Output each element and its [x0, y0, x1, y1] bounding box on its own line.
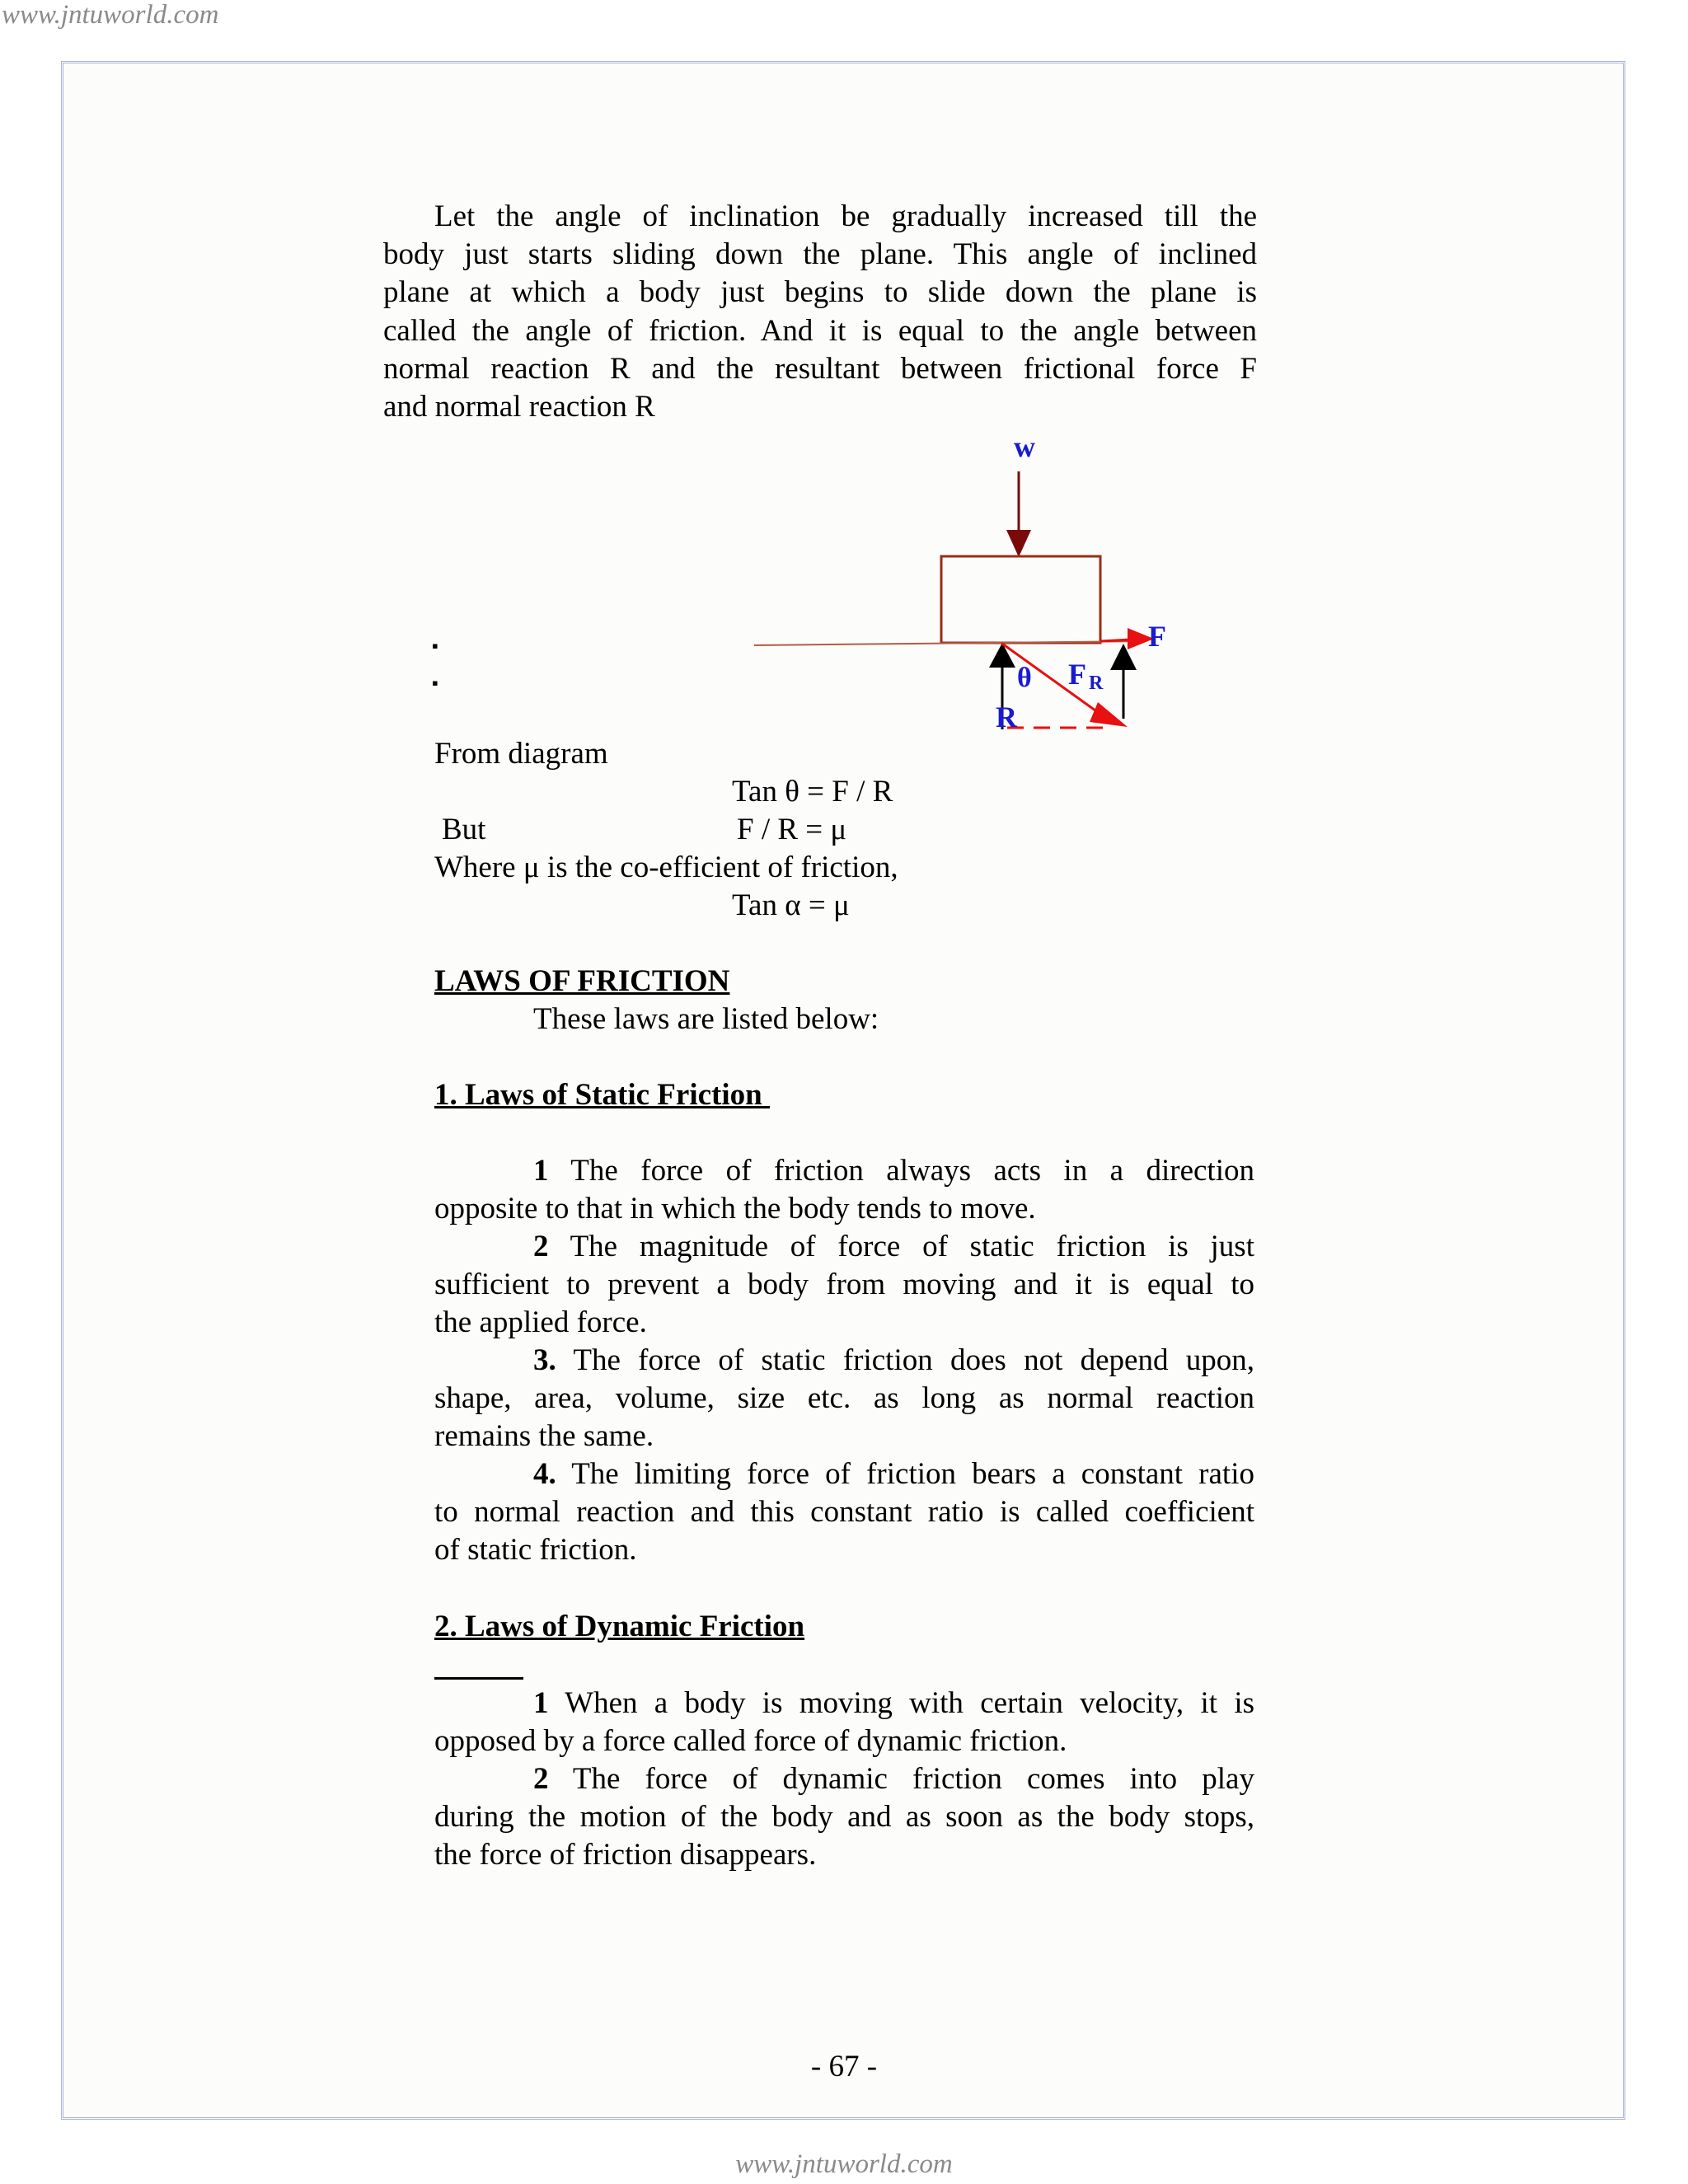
law-text: The limiting force of friction bears a constant ratio: [571, 1457, 1254, 1491]
law-line: [434, 1455, 1254, 1493]
heading-underline-rule: [434, 1677, 523, 1680]
intro-line: and normal reaction R: [383, 390, 655, 424]
static-law-4: [434, 1455, 1254, 1570]
bullet-marker: ▪: [432, 635, 438, 656]
law-text: When a body is moving with certain velocity, it is: [565, 1686, 1255, 1720]
laws-intro: These laws are listed below:: [533, 1002, 879, 1036]
equation-tan-alpha: Tan α = μ: [732, 888, 850, 922]
law-line: sufficient to prevent a body from moving and it is equal to: [434, 1268, 1254, 1302]
law-text: The force of static friction does not depend upon,: [573, 1343, 1254, 1377]
laws-heading: LAWS OF FRICTION: [434, 964, 730, 998]
law-number: 1: [533, 1154, 549, 1188]
law-line: the force of friction disappears.: [434, 1838, 817, 1872]
normal-reaction-arrowhead: [989, 643, 1015, 668]
law-number: 3.: [533, 1343, 556, 1377]
intro-line: plane at which a body just begins to slide down the plane is: [383, 275, 1257, 310]
law-line: shape, area, volume, size etc. as long as normal reaction: [434, 1381, 1254, 1416]
law-line: opposite to that in which the body tends to move.: [434, 1192, 1036, 1226]
law-number: 4.: [533, 1457, 556, 1491]
watermark-top: www.jntuworld.com: [2, 0, 219, 30]
but-text: But: [442, 813, 486, 846]
resultant-vertical-arrowhead: [1110, 644, 1137, 670]
intro-line: body just starts sliding down the plane. This angle of inclined: [383, 237, 1257, 272]
law-line: [434, 1228, 1254, 1266]
label-fr-subscript: R: [1089, 673, 1104, 694]
static-friction-heading: 1. Laws of Static Friction: [434, 1078, 770, 1112]
friction-force-arrow: [1100, 640, 1131, 641]
where-text: Where μ is the co-efficient of friction,: [434, 851, 898, 884]
dynamic-law-1: [434, 1685, 1254, 1760]
law-line: remains the same.: [434, 1419, 654, 1454]
law-line: [434, 1760, 1254, 1798]
watermark-bottom: www.jntuworld.com: [735, 2149, 953, 2179]
intro-line: called the angle of friction. And it is equal to the angle between: [383, 313, 1257, 348]
page-number: - 67 -: [810, 2050, 878, 2083]
law-text: The force of dynamic friction comes into play: [572, 1762, 1254, 1796]
law-text: The force of friction always acts in a direction: [570, 1154, 1254, 1188]
law-line: [434, 1685, 1254, 1722]
resultant-force-arrowhead: [1090, 702, 1128, 727]
law-number: 2: [533, 1230, 549, 1263]
dynamic-law-2: [434, 1760, 1254, 1875]
label-r: R: [996, 701, 1017, 733]
law-text: The magnitude of force of static friction is just: [570, 1230, 1254, 1263]
equation-tan-theta: Tan θ = F / R: [732, 775, 893, 808]
law-line: [434, 1342, 1254, 1380]
static-law-3: [434, 1342, 1254, 1456]
law-line: [434, 1152, 1254, 1190]
label-theta: θ: [1017, 663, 1032, 693]
weight-arrow-head: [1006, 530, 1031, 557]
law-line: during the motion of the body and as soon as the body stops,: [434, 1800, 1254, 1835]
law-number: 1: [533, 1686, 549, 1720]
law-line: of static friction.: [434, 1533, 637, 1568]
law-number: 2: [533, 1762, 549, 1796]
law-line: the applied force.: [434, 1305, 647, 1340]
intro-line: Let the angle of inclination be gradually increased till the: [434, 199, 1257, 233]
static-law-1: [434, 1152, 1254, 1228]
static-law-2: [434, 1228, 1254, 1343]
law-line: to normal reaction and this constant ratio is called coefficient: [434, 1495, 1254, 1530]
intro-line: normal reaction R and the resultant between frictional force F: [383, 351, 1257, 386]
bullet-marker: ▪: [432, 673, 438, 693]
label-w: w: [1014, 430, 1035, 463]
from-diagram-text: From diagram: [434, 737, 608, 771]
law-line: opposed by a force called force of dynamic friction.: [434, 1724, 1067, 1759]
sliding-block: [941, 556, 1100, 643]
dynamic-friction-heading: 2. Laws of Dynamic Friction: [434, 1610, 805, 1643]
label-f: F: [1148, 620, 1166, 653]
label-fr: F: [1068, 658, 1086, 691]
equation-f-over-r: F / R = μ: [737, 813, 847, 846]
